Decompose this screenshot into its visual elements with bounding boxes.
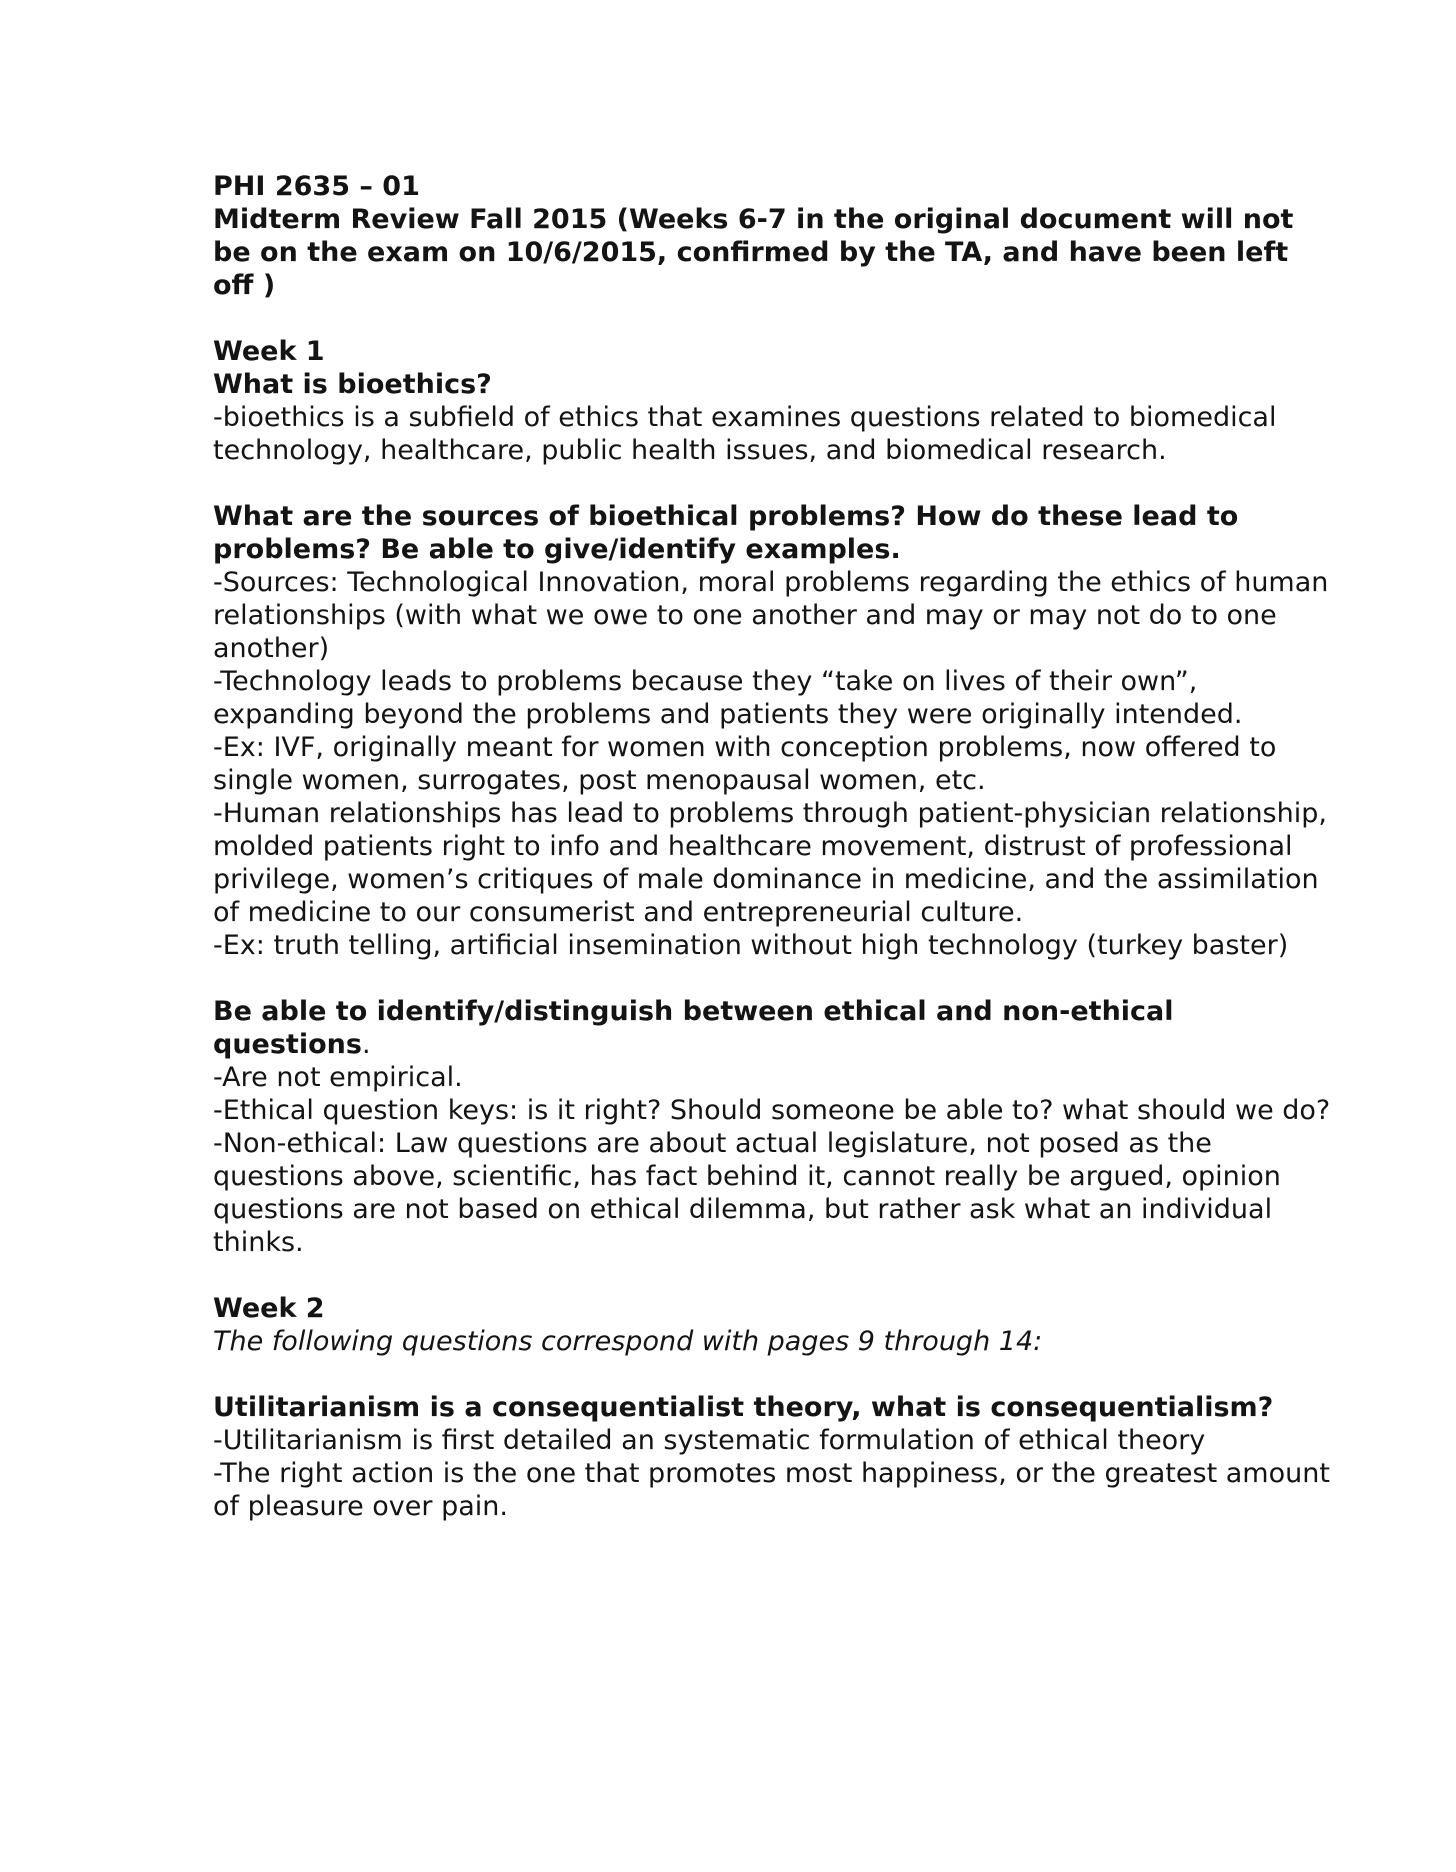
answer-line: -Ex: truth telling, artificial insemination without high technology (turkey baster) (213, 930, 1289, 961)
week-2-heading: Week 2 (213, 1293, 325, 1324)
answer-line: -Technology leads to problems because they “take on lives of their own”, expanding beyond the problems and patients they were originally intended. (213, 666, 1243, 730)
answer-line: -Sources: Technological Innovation, moral problems regarding the ethics of human relationships (with what we owe to one another and may or may not do to one another) (213, 567, 1329, 664)
question-sources-of-problems: What are the sources of bioethical problems? How do these lead to problems? Be able to give/identify examples. (213, 501, 1239, 565)
week-2-note: The following questions correspond with pages 9 through 14: (213, 1326, 1043, 1357)
question-ethical-vs-non-ethical (213, 995, 1333, 1061)
spacer (213, 302, 1333, 335)
spacer (213, 962, 1333, 995)
answer-line: -Ethical question keys: is it right? Should someone be able to? what should we do? (213, 1095, 1331, 1126)
answer-line: -Human relationships has lead to problems through patient-physician relationship, molded patients right to info and healthcare movement, distrust of professional privilege, women’s critiques of male dominance in medicine, and the assimilation of medicine to our consumerist and entrepreneurial culture. (213, 798, 1327, 928)
question-text: Be able to identify/distinguish between ethical and non-ethical questions (213, 996, 1174, 1060)
week-1-heading: Week 1 (213, 336, 325, 367)
answer-line: -Are not empirical. (213, 1062, 463, 1093)
question-end: . (361, 1029, 371, 1060)
spacer (213, 1358, 1333, 1391)
document-title: Midterm Review Fall 2015 (Weeks 6-7 in the original document will not be on the exam on 10/6/2015, confirmed by the TA, and have been left off ) (213, 204, 1294, 301)
answer-line: -Ex: IVF, originally meant for women with conception problems, now offered to single women, surrogates, post menopausal women, etc. (213, 732, 1277, 796)
document-page (213, 170, 1333, 1523)
question-consequentialism: Utilitarianism is a consequentialist theory, what is consequentialism? (213, 1392, 1274, 1423)
answer-line: -The right action is the one that promotes most happiness, or the greatest amount of pleasure over pain. (213, 1458, 1330, 1522)
spacer (213, 467, 1333, 500)
answer-line: -bioethics is a subfield of ethics that examines questions related to biomedical technology, healthcare, public health issues, and biomedical research. (213, 402, 1277, 466)
answer-line: -Utilitarianism is first detailed an systematic formulation of ethical theory (213, 1425, 1206, 1456)
course-code: PHI 2635 – 01 (213, 171, 420, 202)
answer-line: -Non-ethical: Law questions are about actual legislature, not posed as the questions above, scientific, has fact behind it, cannot really be argued, opinion questions are not based on ethical dilemma, but rather ask what an individual thinks. (213, 1128, 1281, 1258)
spacer (213, 1259, 1333, 1292)
question-what-is-bioethics: What is bioethics? (213, 369, 492, 400)
